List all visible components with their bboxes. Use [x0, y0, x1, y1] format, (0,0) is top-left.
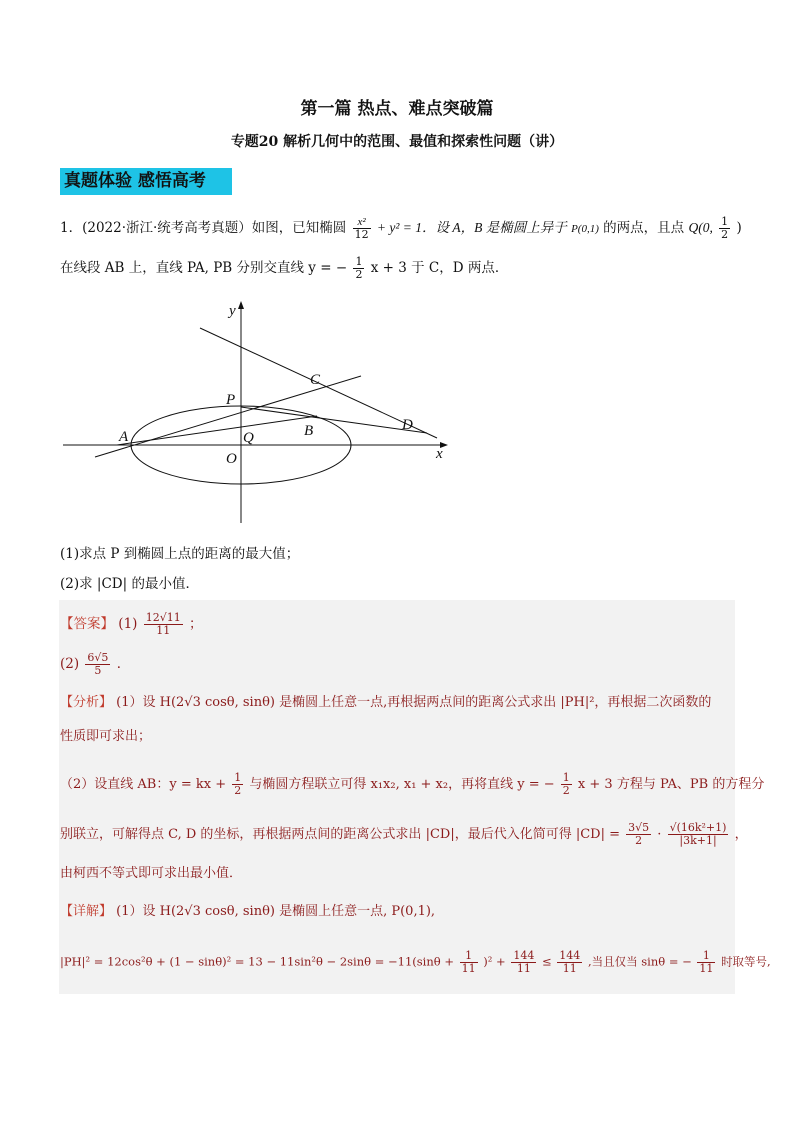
analysis-line-4 [60, 822, 748, 847]
problem-line-1 [60, 216, 742, 241]
analysis-line-2: 性质即可求出； [60, 729, 152, 744]
analysis-p3-den: 2 [635, 834, 643, 847]
analysis-p2-num: 1 [234, 771, 242, 784]
label-b: B [304, 423, 314, 439]
q-fraction-den: 2 [721, 228, 729, 241]
question-2: (2)求 |CD| 的最小值． [60, 576, 199, 592]
answer-tag: 【答案】 [60, 616, 114, 632]
detail-d1: (1）设 H(2√3 cosθ, sinθ) 是椭圆上任意一点, P(0,1), [116, 904, 436, 919]
analysis-p2-a: （2）设直线 AB：y = kx + [60, 777, 227, 792]
problem-line-2a: 在线段 AB 上，直线 PA, PB 分别交直线 y = − [60, 260, 348, 276]
q-fraction-num: 1 [721, 215, 729, 228]
answer-1-fraction [144, 612, 183, 637]
detail-d2-d: ,当且仅当 sinθ = − [587, 954, 692, 969]
detail-line-1 [60, 902, 435, 922]
analysis-line-3 [60, 772, 764, 797]
page-title: 第一篇 热点、难点突破篇 [300, 99, 494, 119]
line-fraction-num: 1 [355, 255, 363, 268]
analysis-p3-num2: √(16k²+1) [669, 821, 727, 834]
answer-2-suffix: ． [116, 656, 131, 672]
analysis-p2-fraction-1 [232, 772, 243, 797]
answer-2-prefix: (2) [60, 656, 80, 672]
analysis-p2-den2: 2 [562, 784, 570, 797]
detail-den-1: 11 [461, 962, 476, 975]
line-fraction [353, 256, 364, 281]
analysis-line-5: 由柯西不等式即可求出最小值． [60, 866, 243, 881]
answer-1-suffix: ； [189, 616, 203, 632]
analysis-p3-b: ， [734, 827, 748, 842]
analysis-p3-num: 3√5 [628, 821, 650, 834]
q-fraction [719, 216, 730, 241]
analysis-p3-a: 别联立，可解得点 C, D 的坐标，再根据两点间的距离公式求出 |CD|，最后代入化简可得 |CD| = [60, 827, 620, 842]
answer-line-2 [60, 652, 130, 677]
point-q-close: ) [736, 220, 742, 236]
answer-2-num: 6√5 [87, 651, 109, 664]
answer-line-1 [60, 612, 203, 637]
detail-d2-c: ≤ [541, 954, 552, 969]
analysis-p2-fraction-2 [561, 772, 572, 797]
section-banner: 真题体验 感悟高考 [60, 168, 232, 195]
line-fraction-den: 2 [355, 268, 363, 281]
analysis-p1-a: (1）设 H(2√3 cosθ, sinθ) 是椭圆上任意一点,再根据两点间的距离公式求出 |PH|²，再根据二次函数的 [116, 695, 712, 710]
answer-1-den: 11 [156, 624, 171, 637]
label-d: D [402, 417, 413, 433]
detail-fraction-2 [511, 950, 536, 975]
analysis-p2-c: x + 3 方程与 PA、PB 的方程分 [577, 777, 765, 792]
detail-line-2 [60, 950, 771, 975]
detail-d2-a: |PH|² = 12cos²θ + (1 − sinθ)² = 13 − 11sin²θ − 2sinθ = −11(sinθ + [60, 954, 454, 969]
label-y: y [229, 303, 236, 319]
answer-2-den: 5 [94, 664, 102, 677]
detail-num-3: 144 [559, 949, 581, 962]
analysis-tag: 【分析】 [60, 695, 113, 710]
detail-den-4: 11 [699, 962, 714, 975]
point-q-open: Q(0, [688, 220, 713, 235]
ellipse-figure [55, 295, 455, 530]
detail-num-2: 144 [513, 949, 535, 962]
question-1: (1)求点 P 到椭圆上点的距离的最大值； [60, 546, 300, 562]
label-x: x [436, 446, 443, 462]
label-a: A [119, 429, 129, 445]
detail-tag: 【详解】 [60, 904, 113, 919]
problem-line-2 [60, 256, 508, 281]
analysis-p2-num2: 1 [562, 771, 570, 784]
point-p-label: P(0,1) [571, 223, 599, 235]
detail-num-1: 1 [460, 950, 478, 963]
detail-fraction-3 [557, 950, 582, 975]
detail-fraction-1 [460, 950, 478, 975]
analysis-p2-den: 2 [234, 784, 242, 797]
detail-d2-b: )² + [483, 954, 506, 969]
problem-line-2b: x + 3 于 C，D 两点． [370, 260, 509, 276]
detail-fraction-4 [697, 950, 715, 975]
ellipse-rest: + y² = 1．设 A，B 是椭圆上异于 [376, 220, 567, 235]
label-o: O [226, 451, 237, 467]
answer-1-num: 12√11 [145, 611, 181, 624]
ellipse-fraction [353, 216, 371, 241]
analysis-p3-fraction-1 [626, 822, 651, 847]
solution-panel [59, 600, 735, 994]
label-q: Q [243, 430, 254, 446]
analysis-line-1 [60, 693, 711, 713]
detail-den-3: 11 [562, 962, 577, 975]
label-c: C [310, 372, 321, 388]
detail-num-4: 1 [697, 950, 715, 963]
y-axis-arrow-icon [238, 301, 244, 309]
label-p: P [226, 392, 236, 408]
analysis-p3-dot: · [657, 827, 662, 842]
ellipse-fraction-num: x² [353, 216, 371, 229]
analysis-p3-den2: |3k+1| [679, 834, 717, 847]
analysis-p3-fraction-2 [668, 822, 729, 847]
page-subtitle: 专题20 解析几何中的范围、最值和探索性问题（讲） [230, 134, 564, 150]
analysis-p2-b: 与椭圆方程联立可得 x₁x₂, x₁ + x₂，再将直线 y = − [249, 777, 555, 792]
problem-text-c: 的两点，且点 [603, 220, 685, 236]
detail-den-2: 11 [516, 962, 531, 975]
ellipse-fraction-den: 12 [354, 228, 369, 241]
problem-intro: 1．(2022·浙江·统考高考真题）如图，已知椭圆 [60, 220, 347, 236]
detail-d2-e: 时取等号, [721, 954, 771, 969]
answer-1-prefix: (1) [118, 616, 138, 632]
answer-2-fraction [85, 652, 110, 677]
